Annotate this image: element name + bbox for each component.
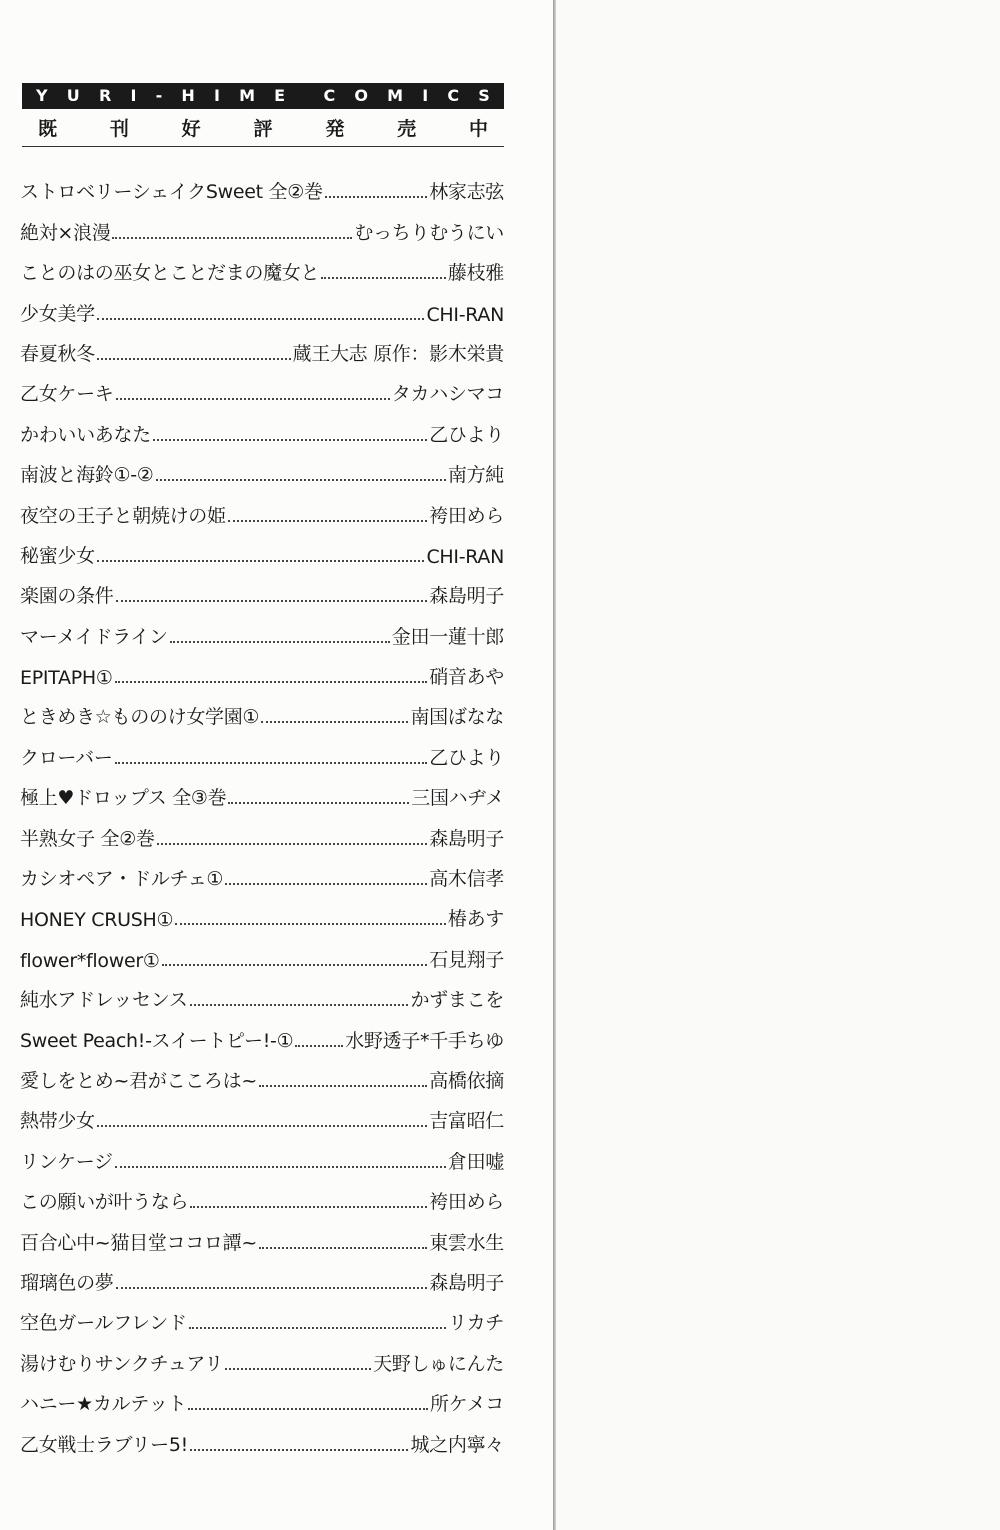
subtitle-now-on-sale: [22, 112, 504, 142]
author-name: 石見翔子: [429, 948, 504, 971]
author-name: かずまこを: [410, 989, 504, 1012]
dot-leader: [225, 883, 427, 885]
series-title-bar: [22, 83, 504, 109]
list-item: [20, 1420, 504, 1460]
book-title: 春夏秋冬: [20, 342, 95, 365]
author-name: 城之内寧々: [410, 1433, 504, 1456]
series-letter: H: [181, 86, 195, 105]
list-item: [20, 1259, 504, 1299]
book-title: この願いが叶うなら: [20, 1191, 189, 1214]
author-name: 森島明子: [429, 585, 504, 608]
dot-leader: [259, 1085, 427, 1087]
list-item: [20, 491, 504, 531]
book-title: 秘蜜少女: [20, 544, 95, 567]
author-name: 高木信孝: [429, 868, 504, 891]
book-title: Sweet Peach!-スイートピー!-①: [20, 1029, 294, 1052]
book-title: 瑠璃色の夢: [20, 1271, 114, 1294]
list-item: [20, 370, 504, 410]
book-title: 愛しをとめ~君がこころは~: [20, 1069, 257, 1092]
series-letter: Y: [36, 86, 48, 105]
book-title: ことのはの巫女とことだまの魔女と: [20, 262, 320, 285]
book-title: HONEY CRUSH①: [20, 909, 174, 932]
book-title: かわいいあなた: [20, 423, 151, 446]
dot-leader: [190, 1449, 409, 1451]
book-title: 湯けむりサンクチュアリ: [20, 1352, 224, 1375]
subtitle-char: 売: [397, 117, 417, 140]
list-item: [20, 814, 504, 854]
book-title: 絶対×浪漫: [20, 221, 111, 244]
series-letter: C: [323, 86, 336, 105]
subtitle-char: 既: [38, 117, 58, 140]
list-item: [20, 855, 504, 895]
book-title: ときめき☆もののけ女学園①: [20, 706, 260, 729]
author-name: 袴田めら: [429, 1191, 504, 1214]
dot-leader: [115, 681, 428, 683]
dot-leader: [157, 843, 428, 845]
author-name: 森島明子: [429, 1271, 504, 1294]
dot-leader: [321, 277, 446, 279]
list-item: [20, 653, 504, 693]
list-item: [20, 289, 504, 329]
dot-leader: [228, 520, 427, 522]
dot-leader: [190, 1004, 409, 1006]
author-name: タカハシマコ: [391, 383, 504, 406]
author-name: 天野しゅにんた: [373, 1352, 504, 1375]
list-item: [20, 1057, 504, 1097]
dot-leader: [156, 479, 446, 481]
list-item: [20, 451, 504, 491]
book-title: マーメイドライン: [20, 625, 168, 648]
list-item: [20, 693, 504, 733]
author-name: CHI-RAN: [426, 303, 504, 326]
author-name: 東雲水生: [429, 1231, 504, 1254]
dot-leader: [259, 1247, 427, 1249]
author-name: 水野透子*千手ちゆ: [345, 1029, 504, 1052]
book-title: EPITAPH①: [20, 667, 113, 690]
series-letter: U: [66, 86, 80, 105]
subtitle-char: 刊: [109, 117, 129, 140]
subtitle-char: 好: [181, 117, 201, 140]
list-item: [20, 410, 504, 450]
dot-leader: [115, 1166, 446, 1168]
dot-leader: [97, 358, 291, 360]
dot-leader: [190, 1206, 427, 1208]
dot-leader: [162, 964, 428, 966]
dot-leader: [189, 1327, 446, 1329]
dot-leader: [97, 318, 425, 320]
book-title: 百合心中~猫目堂ココロ譚~: [20, 1231, 257, 1254]
author-name: 蔵王大志 原作：影木栄貴: [292, 342, 504, 365]
list-item: [20, 935, 504, 975]
book-title: 乙女ケーキ: [20, 383, 114, 406]
dot-leader: [116, 1287, 428, 1289]
dot-leader: [325, 196, 428, 198]
author-name: 藤枝雅: [447, 262, 504, 285]
series-letter: E: [274, 86, 286, 105]
author-name: CHI-RAN: [426, 545, 504, 568]
dot-leader: [261, 721, 408, 723]
author-name: 南国ばなな: [410, 706, 504, 729]
dot-leader: [115, 762, 428, 764]
list-item: [20, 612, 504, 652]
book-title: ストロベリーシェイクSweet 全②巻: [20, 181, 323, 204]
dot-leader: [116, 600, 428, 602]
series-letter: C: [447, 86, 460, 105]
dot-leader: [225, 1368, 371, 1370]
title-list: [20, 168, 504, 1461]
series-letter: S: [478, 86, 490, 105]
author-name: 袴田めら: [429, 504, 504, 527]
series-letter: M: [239, 86, 255, 105]
book-title: 乙女戦士ラブリー5!: [20, 1433, 188, 1456]
list-item: [20, 330, 504, 370]
author-name: 森島明子: [429, 827, 504, 850]
author-name: 林家志弦: [429, 181, 504, 204]
book-title: 熱帯少女: [20, 1110, 95, 1133]
list-item: [20, 249, 504, 289]
dot-leader: [295, 1045, 343, 1047]
list-item: [20, 1339, 504, 1379]
book-title: 楽園の条件: [20, 585, 114, 608]
list-item: [20, 1218, 504, 1258]
dot-leader: [116, 398, 390, 400]
book-title: 夜空の王子と朝焼けの姫: [20, 504, 226, 527]
dot-leader: [112, 237, 352, 239]
book-title: flower*flower①: [20, 949, 160, 972]
list-item: [20, 976, 504, 1016]
author-name: 金田一蓮十郎: [391, 625, 504, 648]
book-title: 半熟女子 全②巻: [20, 827, 155, 850]
series-letter: O: [354, 86, 368, 105]
author-name: 三国ハヂメ: [411, 787, 504, 810]
author-name: 乙ひより: [429, 746, 504, 769]
list-item: [20, 208, 504, 248]
dot-leader: [188, 1408, 428, 1410]
author-name: 吉富昭仁: [429, 1110, 504, 1133]
list-item: [20, 733, 504, 773]
list-item: [20, 168, 504, 208]
dot-leader: [175, 923, 446, 925]
book-title: 南波と海鈴①-②: [20, 464, 154, 487]
list-item: [20, 895, 504, 935]
author-name: むっちりむうにい: [354, 221, 504, 244]
list-item: [20, 1380, 504, 1420]
right-page-blank: [556, 0, 1000, 1530]
header-divider: [22, 146, 504, 147]
author-name: リカチ: [448, 1312, 504, 1335]
series-letter: I: [213, 86, 220, 105]
series-letter: R: [98, 86, 112, 105]
author-name: 倉田嘘: [447, 1150, 504, 1173]
subtitle-char: 評: [253, 117, 273, 140]
subtitle-char: 発: [325, 117, 345, 140]
subtitle-char: 中: [468, 117, 488, 140]
list-item: [20, 1137, 504, 1177]
book-title: 空色ガールフレンド: [20, 1312, 187, 1335]
author-name: 所ケメコ: [429, 1393, 504, 1416]
list-item: [20, 572, 504, 612]
list-item: [20, 532, 504, 572]
list-item: [20, 1016, 504, 1056]
series-letter: -: [155, 86, 163, 105]
dot-leader: [170, 641, 390, 643]
book-title: カシオペア・ドルチェ①: [20, 868, 224, 891]
series-letter: I: [130, 86, 137, 105]
book-title: ハニー★カルテット: [20, 1393, 187, 1416]
series-letter: M: [387, 86, 404, 105]
author-name: 高橋依摘: [429, 1069, 504, 1092]
author-name: 硝音あや: [429, 666, 504, 689]
dot-leader: [153, 439, 427, 441]
dot-leader: [97, 1125, 427, 1127]
book-title: 純水アドレッセンス: [20, 989, 188, 1012]
book-title: クローバー: [20, 746, 113, 769]
author-name: 椿あす: [447, 908, 504, 931]
author-name: 南方純: [447, 464, 504, 487]
dot-leader: [228, 802, 409, 804]
author-name: 乙ひより: [429, 423, 504, 446]
book-title: 少女美学: [20, 302, 95, 325]
series-letter: I: [422, 86, 429, 105]
dot-leader: [97, 560, 425, 562]
list-item: [20, 1178, 504, 1218]
list-item: [20, 1299, 504, 1339]
book-title: リンケージ: [20, 1150, 113, 1173]
list-item: [20, 774, 504, 814]
list-item: [20, 1097, 504, 1137]
book-title: 極上♥ドロップス 全③巻: [20, 787, 227, 810]
